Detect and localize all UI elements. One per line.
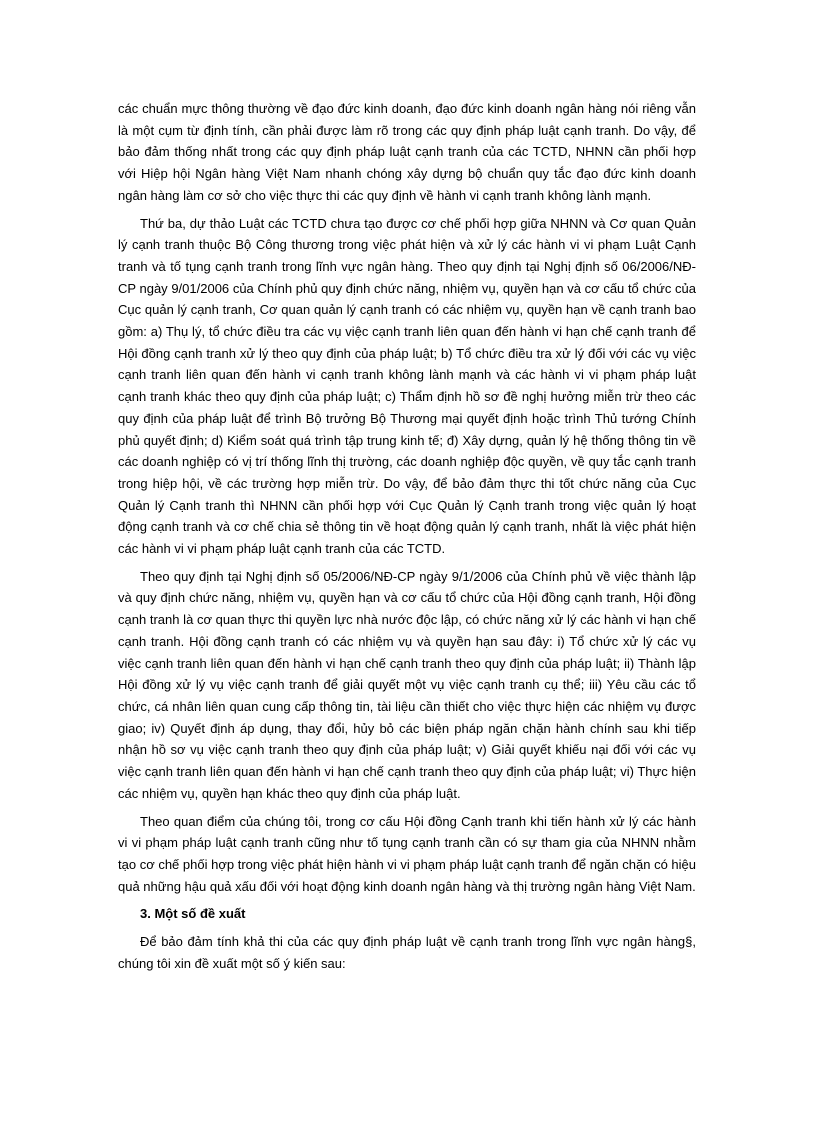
- paragraph-nghi-dinh-05: Theo quy định tại Nghị định số 05/2006/NĐ-CP ngày 9/1/2006 của Chính phủ về việc thành lập và quy định chức năng, nhiệm vụ, quyền hạn và cơ cấu tổ chức của Hội đồng cạnh tranh, Hội đồng cạnh tranh là cơ quan thực thi quyền lực nhà nước độc lập, có chức năng xử lý các hành vi hạn chế cạnh tranh. Hội đồng cạnh tranh có các nhiệm vụ và quyền hạn sau đây: i) Tổ chức xử lý các vụ việc cạnh tranh liên quan đến hành vi hạn chế cạnh tranh theo quy định của pháp luật; ii) Thành lập Hội đồng xử lý vụ việc cạnh tranh để giải quyết một vụ việc cạnh tranh cụ thể; iii) Yêu cầu các tổ chức, cá nhân liên quan cung cấp thông tin, tài liệu cần thiết cho việc thực hiện các nhiệm vụ được giao; iv) Quyết định áp dụng, thay đổi, hủy bỏ các biện pháp ngăn chặn hành chính sau khi tiếp nhận hồ sơ vụ việc cạnh tranh theo quy định của pháp luật; v) Giải quyết khiếu nại đối với các vụ việc cạnh tranh liên quan đến hành vi hạn chế cạnh tranh theo quy định của pháp luật; vi) Thực hiện các nhiệm vụ, quyền hạn khác theo quy định của pháp luật.: [118, 568, 696, 801]
- paragraph-de-xuat: Để bảo đảm tính khả thi của các quy định pháp luật về cạnh tranh trong lĩnh vực ngân hàng§, chúng tôi xin đề xuất một số ý kiến sau:: [118, 934, 696, 971]
- paragraph-continuation: các chuẩn mực thông thường về đạo đức kinh doanh, đạo đức kinh doanh ngân hàng nói riêng vẫn là một cụm từ định tính, cần phải được làm rõ trong các quy định pháp luật cạnh tranh. Do vậy, để bảo đảm thống nhất trong các quy định pháp luật cạnh tranh của các TCTD, NHNN cần phối hợp với Hiệp hội Ngân hàng Việt Nam nhanh chóng xây dựng bộ chuẩn quy tắc đạo đức kinh doanh ngân hàng làm cơ sở cho việc thực thi các quy định về hành vi cạnh tranh không lành mạnh.: [118, 101, 696, 203]
- section-heading: 3. Một số đề xuất: [140, 906, 246, 922]
- paragraph-thu-ba: Thứ ba, dự thảo Luật các TCTD chưa tạo được cơ chế phối hợp giữa NHNN và Cơ quan Quản lý cạnh tranh thuộc Bộ Công thương trong việc phát hiện và xử lý các hành vi vi phạm Luật Cạnh tranh và tố tụng cạnh tranh trong lĩnh vực ngân hàng. Theo quy định tại Nghị định số 06/2006/NĐ-CP ngày 9/01/2006 của Chính phủ quy định chức năng, nhiệm vụ, quyền hạn và cơ cấu tổ chức của Cục quản lý cạnh tranh, Cơ quan quản lý cạnh tranh có các nhiệm vụ, quyền hạn về cạnh tranh bao gồm: a) Thụ lý, tổ chức điều tra các vụ việc cạnh tranh liên quan đến hành vi hạn chế cạnh tranh để Hội đồng cạnh tranh xử lý theo quy định của pháp luật; b) Tổ chức điều tra xử lý đối với các vụ việc cạnh tranh liên quan đến hành vi cạnh tranh không lành mạnh và các hành vi vi phạm pháp luật cạnh tranh khác theo quy định của pháp luật; c) Thẩm định hồ sơ đề nghị hưởng miễn trừ theo các quy định của pháp luật để trình Bộ trưởng Bộ Thương mại quyết định hoặc trình Thủ tướng Chính phủ quyết định; d) Kiểm soát quá trình tập trung kinh tế; đ) Xây dựng, quản lý hệ thống thông tin về các doanh nghiệp có vị trí thống lĩnh thị trường, các doanh nghiệp độc quyền, về quy tắc cạnh tranh trong hiệp hội, về các trường hợp miễn trừ. Do vậy, để bảo đảm thực thi tốt chức năng của Cục Quản lý Cạnh tranh thì NHNN cần phối hợp với Cục Quản lý Cạnh tranh trong việc quản lý hoạt động cạnh tranh và cơ chế chia sẻ thông tin về hoạt động quản lý cạnh tranh, nhất là việc phát hiện các hành vi vi phạm pháp luật cạnh tranh của các TCTD.: [118, 215, 696, 557]
- paragraph-quan-diem: Theo quan điểm của chúng tôi, trong cơ cấu Hội đồng Cạnh tranh khi tiến hành xử lý các hành vi vi phạm pháp luật cạnh tranh cũng như tố tụng cạnh tranh cần có sự tham gia của NHNN nhằm tạo cơ chế phối hợp trong việc phát hiện hành vi vi phạm pháp luật cạnh tranh để ngăn chặn có hiệu quả những hậu quả xấu đối với hoạt động kinh doanh ngân hàng và thị trường ngân hàng Việt Nam.: [118, 813, 696, 894]
- document-page: [118, 98, 696, 980]
